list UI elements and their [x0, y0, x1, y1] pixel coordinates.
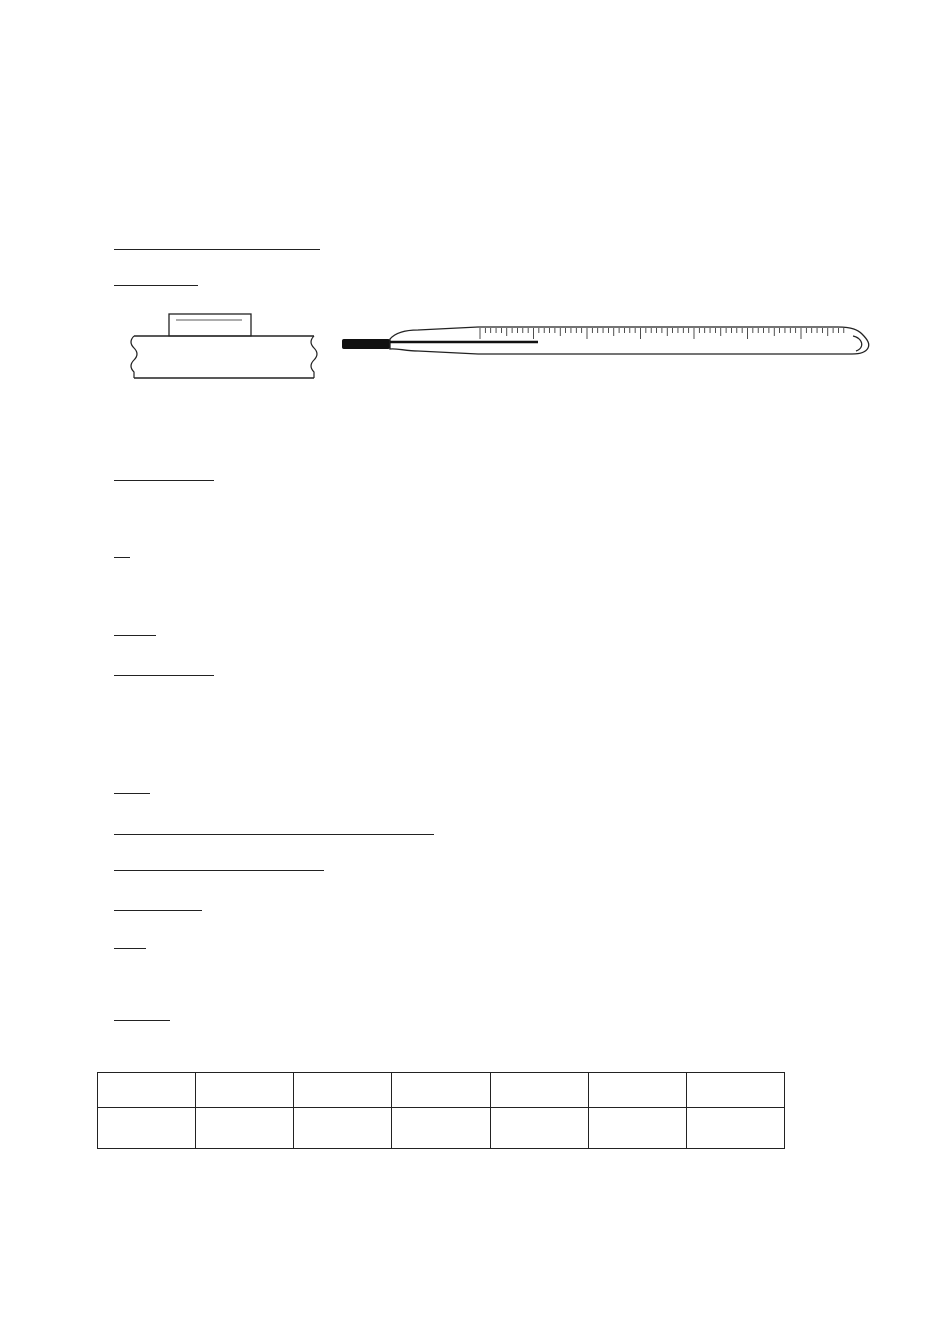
answer-cell-17[interactable] — [686, 1108, 784, 1149]
answer-table — [97, 1072, 785, 1149]
ruler-right-break — [311, 336, 317, 378]
answer-col-16 — [588, 1073, 686, 1108]
q8-blank-2[interactable] — [190, 854, 324, 871]
q6-blank[interactable] — [114, 777, 150, 794]
q8-blank-1[interactable] — [114, 854, 190, 871]
ruler-left-break — [131, 336, 137, 378]
q2-blank[interactable] — [114, 269, 198, 286]
answer-cell-13[interactable] — [294, 1108, 392, 1149]
thermometer-glass — [390, 327, 869, 354]
q5-blank-2[interactable] — [114, 659, 214, 676]
answer-col-14 — [392, 1073, 490, 1108]
thermometer-bulb — [342, 339, 390, 349]
question-6-line-2 — [114, 776, 150, 798]
q10-blank[interactable] — [114, 1004, 170, 1021]
thermometer-end-cap — [853, 336, 862, 351]
thermometer-ticks — [480, 328, 844, 339]
q1-blank-2[interactable] — [210, 233, 320, 250]
q5-blank-1[interactable] — [114, 619, 156, 636]
q1-blank-1[interactable] — [114, 233, 210, 250]
q4-blank[interactable] — [114, 541, 130, 558]
question-5-line-2 — [114, 658, 214, 680]
question-5-line-1 — [114, 618, 156, 640]
answer-cell-11[interactable] — [98, 1108, 196, 1149]
answer-col-12 — [196, 1073, 294, 1108]
q3-blank[interactable] — [114, 464, 214, 481]
answer-cell-16[interactable] — [588, 1108, 686, 1149]
ruler-figure — [124, 310, 324, 384]
question-10 — [114, 1003, 170, 1025]
question-9-line-1 — [114, 928, 146, 953]
answer-col-13 — [294, 1073, 392, 1108]
answer-col-15 — [490, 1073, 588, 1108]
question-8-line-1 — [114, 850, 324, 875]
q7-blank[interactable] — [114, 818, 434, 835]
object-a-block — [169, 314, 251, 336]
answer-col-11 — [98, 1073, 196, 1108]
answer-cell-15[interactable] — [490, 1108, 588, 1149]
answer-col-17 — [686, 1073, 784, 1108]
question-7 — [114, 814, 434, 844]
q8-blank-3[interactable] — [114, 894, 202, 911]
thermometer-figure — [338, 318, 873, 368]
question-4-line-1 — [114, 540, 130, 562]
question-1 — [114, 232, 320, 254]
question-2 — [114, 268, 198, 290]
q9-blank[interactable] — [114, 932, 146, 949]
answer-table-answer-row — [98, 1108, 785, 1149]
question-3-line-2 — [114, 463, 214, 485]
question-8-line-2 — [114, 890, 202, 915]
answer-cell-14[interactable] — [392, 1108, 490, 1149]
answer-cell-12[interactable] — [196, 1108, 294, 1149]
answer-table-header-row — [98, 1073, 785, 1108]
